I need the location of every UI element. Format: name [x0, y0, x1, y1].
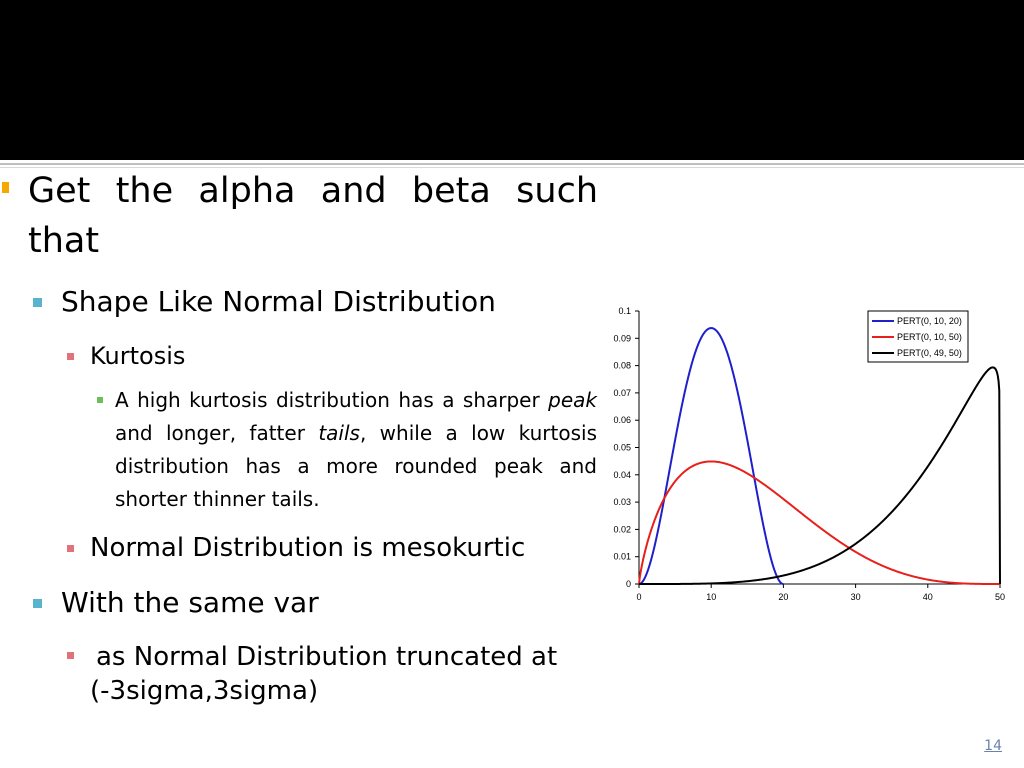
y-tick-label: 0.09 [613, 333, 631, 344]
kurtosis-desc-part2: and longer, fatter [115, 421, 319, 445]
x-tick-label: 40 [922, 592, 933, 602]
bullet-same-var: With the same var [61, 586, 319, 619]
bullet-square-icon [67, 353, 74, 360]
pert-distribution-chart [590, 300, 1006, 615]
legend-label: PERT(0, 10, 20) [897, 316, 962, 326]
series-line-3 [639, 367, 1000, 584]
x-tick-label: 20 [778, 592, 789, 602]
y-tick-label: 0.06 [613, 415, 631, 426]
bullet-square-icon [2, 182, 9, 193]
x-tick-label: 50 [994, 592, 1006, 602]
series-line-1 [639, 328, 783, 584]
bullet-square-icon [33, 599, 42, 608]
kurtosis-description [115, 384, 597, 516]
bullet-square-icon [67, 652, 74, 659]
y-tick-label: 0.08 [613, 360, 631, 371]
y-tick-label: 0.03 [613, 497, 631, 508]
y-tick-label: 0.07 [613, 387, 631, 398]
legend-label: PERT(0, 10, 50) [897, 332, 962, 342]
y-tick-label: 0.1 [618, 306, 631, 316]
x-tick-label: 0 [636, 592, 642, 602]
kurtosis-desc-part1: A high kurtosis distribution has a sharper [115, 388, 549, 412]
y-tick-label: 0.02 [613, 524, 631, 535]
bullet-mesokurtic: Normal Distribution is mesokurtic [90, 533, 526, 563]
bullet-shape-like-normal: Shape Like Normal Distribution [61, 285, 496, 318]
y-tick-label: 0.01 [613, 551, 631, 562]
y-tick-label: 0.04 [613, 469, 631, 480]
kurtosis-desc-peak: peak [548, 388, 597, 412]
legend-label: PERT(0, 49, 50) [897, 348, 962, 358]
bullet-square-icon [97, 397, 103, 403]
title-bar [0, 0, 1024, 160]
bullet-square-icon [33, 298, 42, 307]
series-line-2 [639, 461, 1000, 584]
bullet-l1-text: Get the alpha and beta such that [28, 171, 598, 261]
kurtosis-desc-tails: tails [318, 421, 360, 445]
bullet-truncated: as Normal Distribution truncated at (-3sigma,3sigma) [90, 642, 558, 706]
divider-line [0, 163, 1024, 165]
bullet-kurtosis: Kurtosis [90, 342, 186, 370]
x-tick-label: 30 [850, 592, 861, 602]
page-number[interactable]: 14 [984, 738, 1002, 754]
x-tick-label: 10 [706, 592, 717, 602]
y-tick-label: 0.05 [613, 442, 631, 453]
y-tick-label: 0 [625, 579, 631, 589]
kurtosis-desc-part3: , while a low kurtosis distribution has a more rounded peak and shorter thinner tails. [115, 421, 597, 511]
bullet-square-icon [67, 545, 74, 552]
